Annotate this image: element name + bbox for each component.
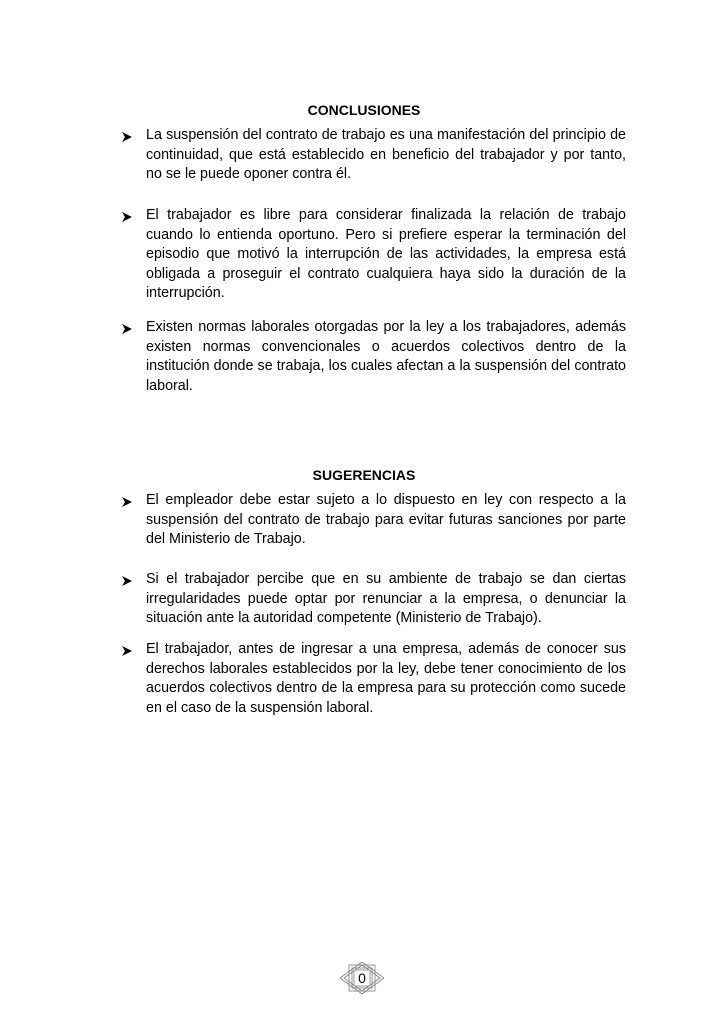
conclusions-heading: CONCLUSIONES: [307, 102, 421, 118]
arrow-bullet-icon: [121, 575, 133, 587]
conclusion-item-3: [118, 318, 626, 396]
conclusion-text: La suspensión del contrato de trabajo es una manifestación del principio de continuidad, que está establecido en beneficio del trabajador y por tanto, no se le puede oponer contra él.: [146, 127, 626, 182]
page-number: 0: [358, 970, 366, 986]
arrow-bullet-icon: [121, 323, 133, 335]
suggestion-item-1: [118, 491, 626, 550]
suggestion-item-3: [118, 640, 626, 718]
arrow-bullet-icon: [121, 496, 133, 508]
suggestion-text: El trabajador, antes de ingresar a una empresa, además de conocer sus derechos laborales establecidos por la ley, debe tener conocimiento de los acuerdos colectivos dentro de la empresa para su protección como sucede en el caso de la suspensión laboral.: [146, 641, 626, 716]
suggestions-heading: SUGERENCIAS: [312, 467, 416, 483]
conclusion-item-1: [118, 126, 626, 185]
arrow-bullet-icon: [121, 645, 133, 657]
suggestion-item-2: [118, 570, 626, 629]
arrow-bullet-icon: [121, 131, 133, 143]
suggestion-text: El empleador debe estar sujeto a lo dispuesto en ley con respecto a la suspensión del contrato de trabajo para evitar futuras sanciones por parte del Ministerio de Trabajo.: [146, 492, 626, 547]
conclusion-text: Existen normas laborales otorgadas por la ley a los trabajadores, además existen normas convencionales o acuerdos colectivos dentro de la institución donde se trabaja, los cuales afectan a la suspensión del contrato laboral.: [146, 319, 626, 394]
page-number-badge: [340, 962, 384, 994]
arrow-bullet-icon: [121, 211, 133, 223]
conclusion-item-2: [118, 206, 626, 304]
suggestion-text: Si el trabajador percibe que en su ambiente de trabajo se dan ciertas irregularidades puede optar por renunciar a la empresa, o denunciar la situación ante la autoridad competente (Ministerio de Trabajo).: [146, 571, 626, 626]
conclusion-text: El trabajador es libre para considerar finalizada la relación de trabajo cuando lo entienda oportuno. Pero si prefiere esperar la terminación del episodio que motivó la interrupción de las actividades, la empresa está obligada a proseguir el contrato cualquiera haya sido la duración de la interrupción.: [146, 207, 626, 301]
